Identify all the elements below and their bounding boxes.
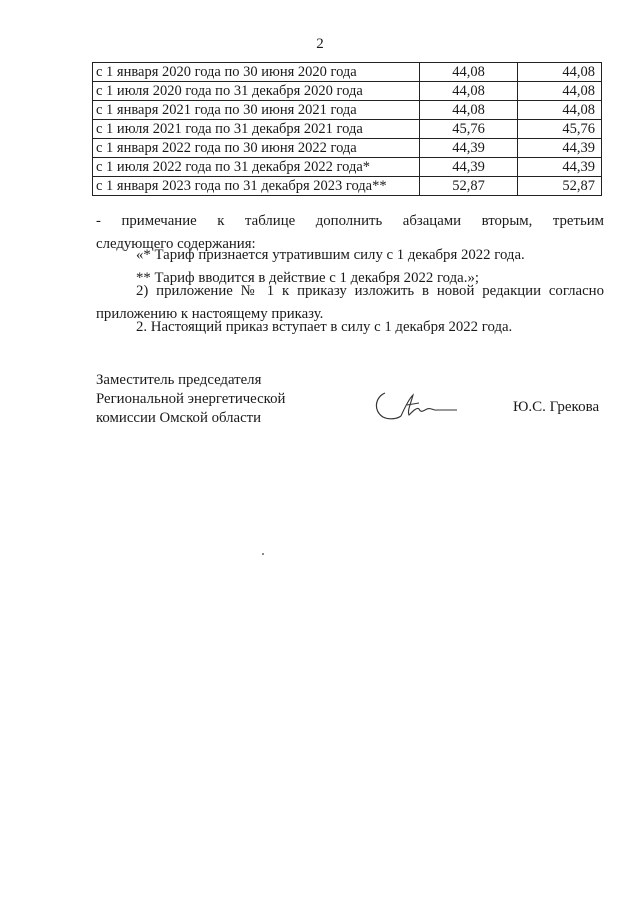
period-cell: с 1 января 2022 года по 30 июня 2022 года xyxy=(93,139,420,158)
period-cell: с 1 июля 2022 года по 31 декабря 2022 года* xyxy=(93,158,420,177)
value2-cell: 45,76 xyxy=(518,120,602,139)
period-cell: с 1 января 2020 года по 30 июня 2020 года xyxy=(93,63,420,82)
signatory-title xyxy=(96,371,285,428)
value1-cell: 44,08 xyxy=(420,82,518,101)
footnote-1: «* Тариф признается утратившим силу с 1 декабря 2022 года. xyxy=(136,247,525,263)
table-row xyxy=(93,82,602,101)
table-row xyxy=(93,63,602,82)
value1-cell: 44,08 xyxy=(420,101,518,120)
note-intro-line1: - примечание к таблице дополнить абзацами вторым, третьим xyxy=(96,213,604,229)
period-cell: с 1 января 2021 года по 30 июня 2021 года xyxy=(93,101,420,120)
period-cell: с 1 января 2023 года по 31 декабря 2023 года** xyxy=(93,177,420,196)
value2-cell: 44,08 xyxy=(518,63,602,82)
value1-cell: 44,39 xyxy=(420,139,518,158)
signatory-title-line3: комиссии Омской области xyxy=(96,410,262,426)
handwritten-signature xyxy=(371,389,461,425)
table-row xyxy=(93,101,602,120)
table-row xyxy=(93,177,602,196)
value2-cell: 52,87 xyxy=(518,177,602,196)
value1-cell: 44,08 xyxy=(420,63,518,82)
value2-cell: 44,39 xyxy=(518,158,602,177)
value1-cell: 52,87 xyxy=(420,177,518,196)
period-cell: с 1 июля 2020 года по 31 декабря 2020 года xyxy=(93,82,420,101)
footnote-2: ** Тариф вводится в действие с 1 декабря 2022 года.»; xyxy=(136,270,479,286)
note-intro-line2: следующего содержания: xyxy=(96,236,256,252)
value1-cell: 45,76 xyxy=(420,120,518,139)
signatory-title-line2: Региональной энергетической xyxy=(96,391,286,407)
item3: 2. Настоящий приказ вступает в силу с 1 декабря 2022 года. xyxy=(136,319,513,335)
signatory-title-line1: Заместитель председателя xyxy=(96,372,262,388)
value2-cell: 44,08 xyxy=(518,82,602,101)
signatory-name: Ю.С. Грекова xyxy=(513,399,600,415)
value1-cell: 44,39 xyxy=(420,158,518,177)
table-row xyxy=(93,120,602,139)
table-row xyxy=(93,139,602,158)
item2-line2: приложению к настоящему приказу. xyxy=(96,306,324,322)
table-row xyxy=(93,158,602,177)
value2-cell: 44,08 xyxy=(518,101,602,120)
value2-cell: 44,39 xyxy=(518,139,602,158)
period-cell: с 1 июля 2021 года по 31 декабря 2021 года xyxy=(93,120,420,139)
tariff-table xyxy=(92,62,602,196)
scan-speck xyxy=(262,553,264,555)
page-number: 2 xyxy=(316,36,324,52)
item2-line1: 2) приложение № 1 к приказу изложить в новой редакции согласно xyxy=(136,283,604,299)
